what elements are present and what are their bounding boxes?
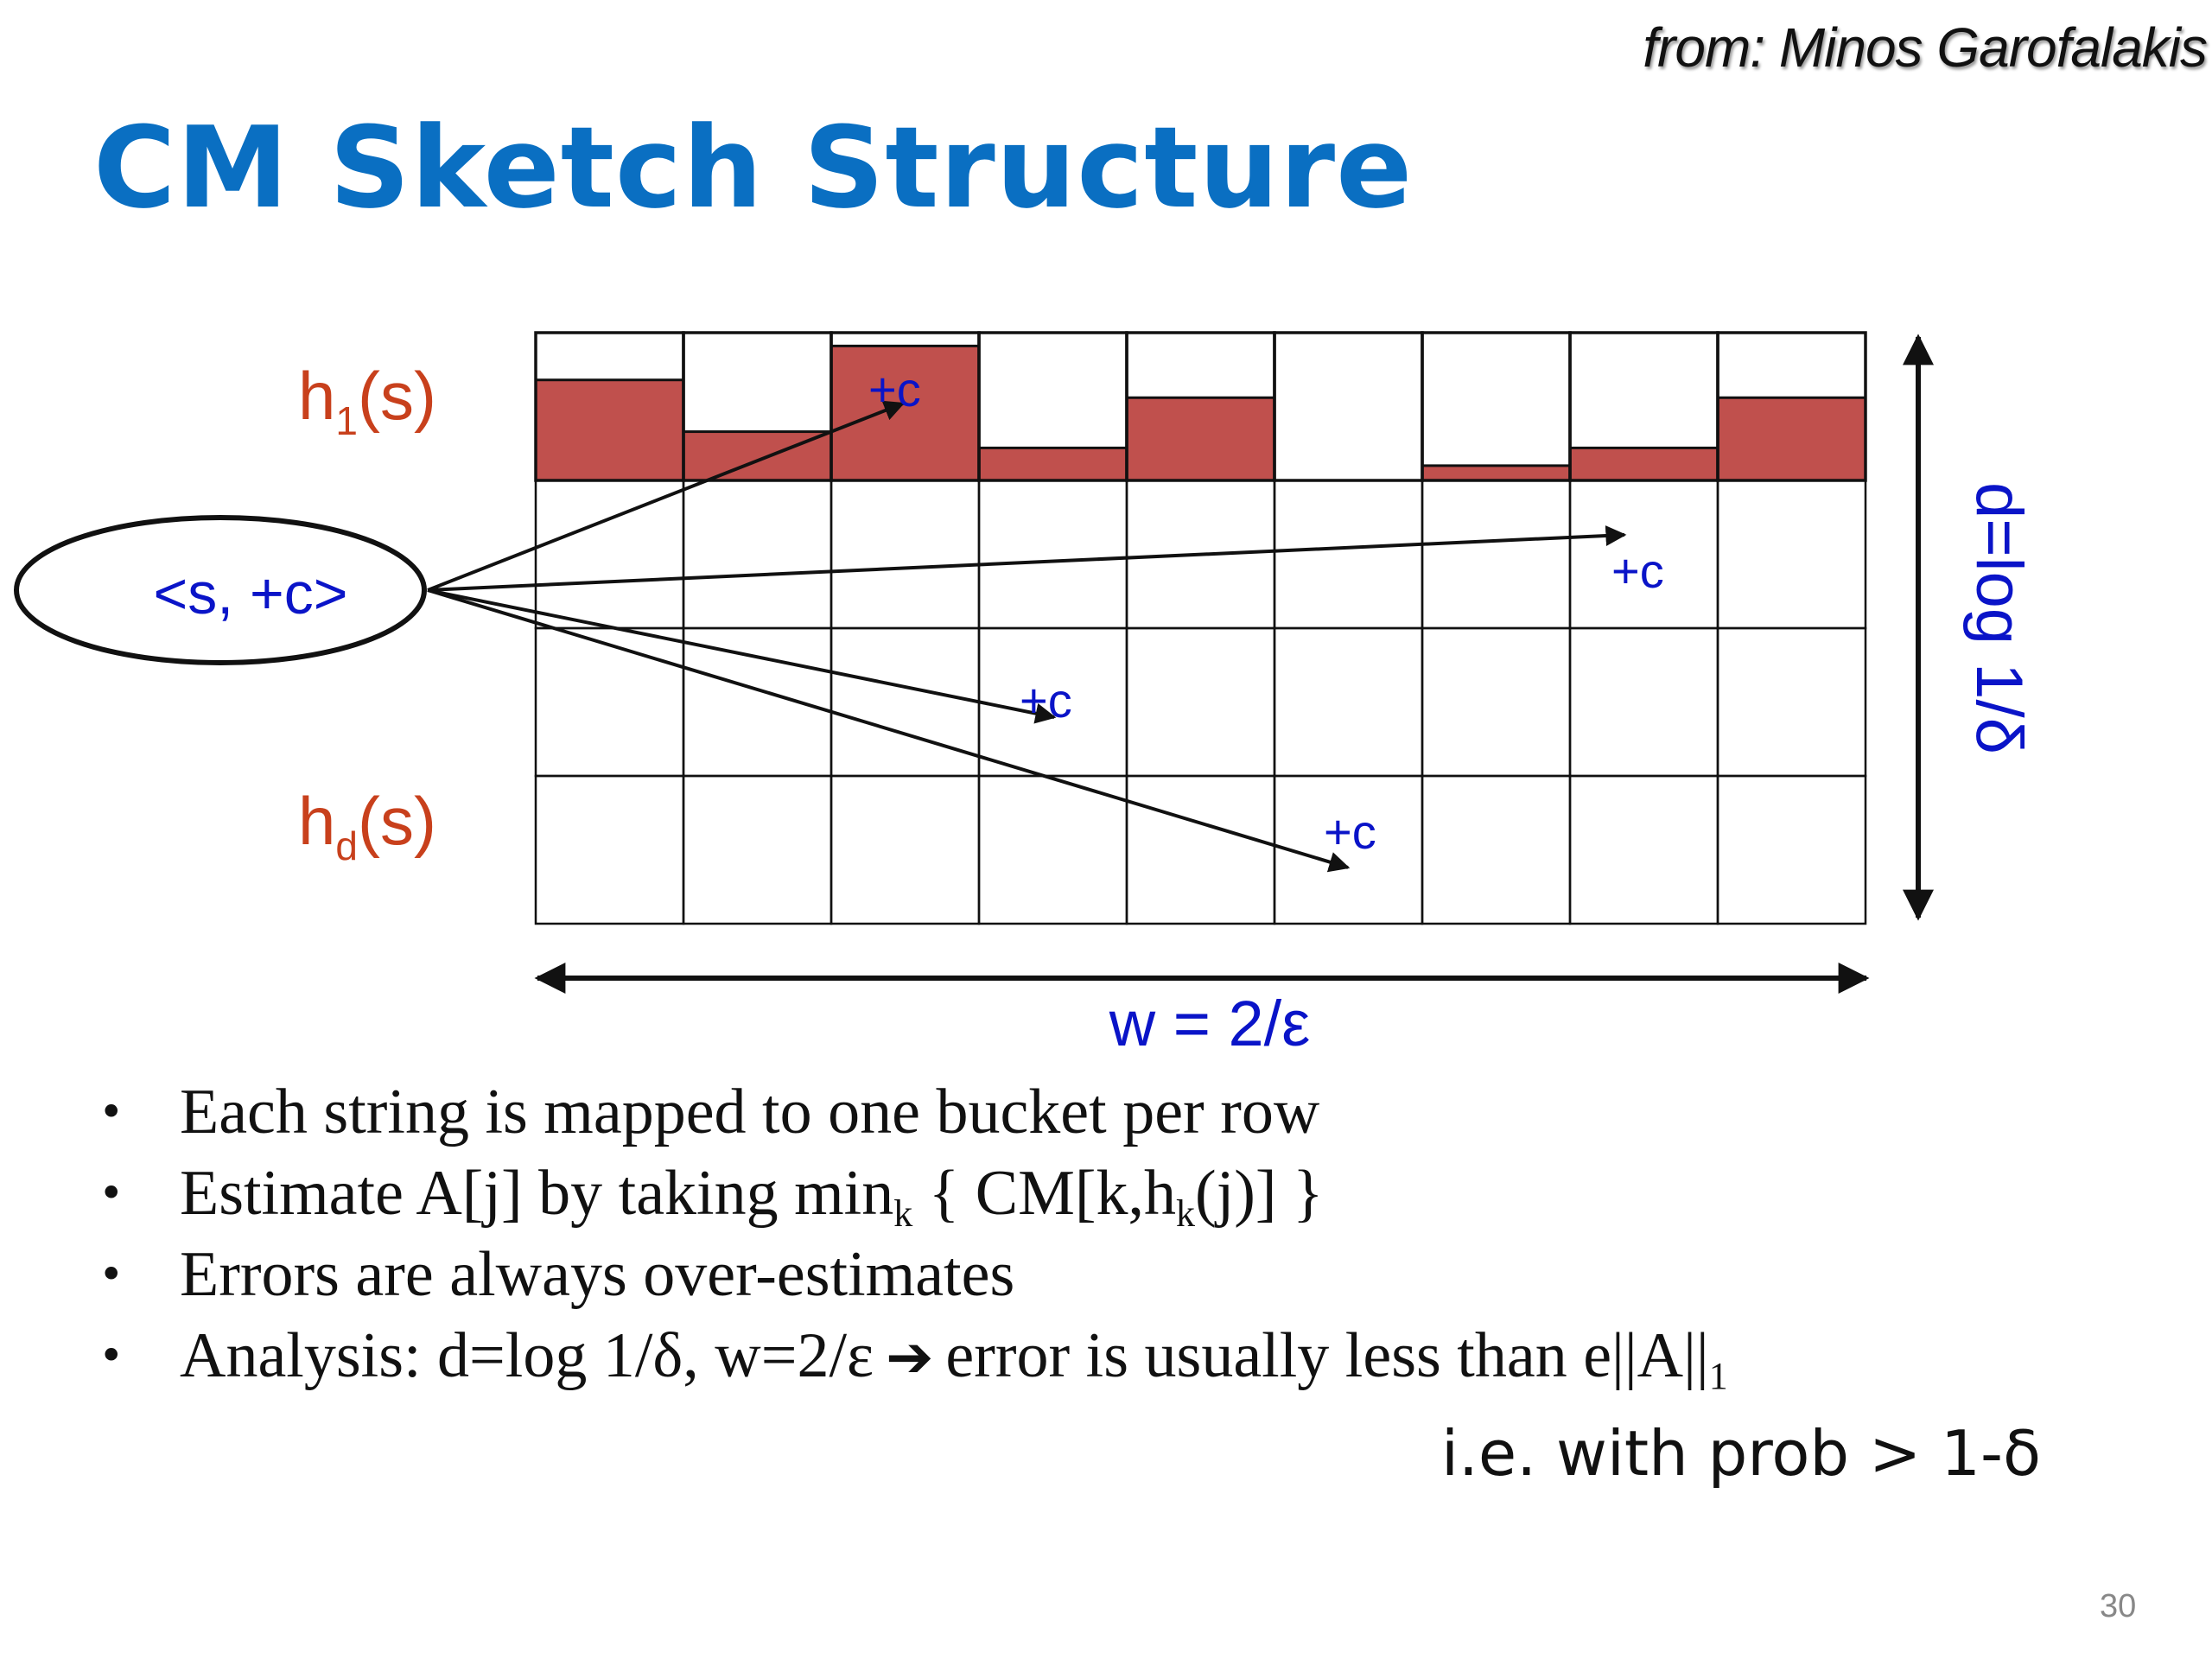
increment-label-row1: +c: [868, 362, 921, 416]
sketch-cell-r3-c5: [1127, 628, 1274, 776]
sketch-cell-r4-c1: [536, 776, 683, 924]
sketch-cell-r2-c4: [979, 480, 1127, 628]
counter-fill-col-8: [1570, 448, 1718, 480]
row-label-hd: $h_d(s)$: [298, 783, 436, 868]
hash-arrow-row3: [428, 590, 1054, 717]
increment-label-row3: +c: [1020, 673, 1072, 728]
sketch-cell-r1-c6: [1274, 333, 1422, 480]
sketch-cell-r2-c3: [831, 480, 979, 628]
input-label: <s, +c>: [153, 561, 348, 626]
sketch-cell-r3-c9: [1718, 628, 1866, 776]
counter-fill-col-4: [979, 448, 1127, 480]
sketch-cell-r2-c6: [1274, 480, 1422, 628]
counter-fill-col-1: [536, 380, 683, 480]
increment-label-row4: +c: [1324, 804, 1376, 859]
sketch-cell-r1-c7: [1422, 333, 1570, 480]
sketch-cell-r3-c2: [683, 628, 831, 776]
width-label: w = 2/ε: [1109, 988, 1311, 1059]
sketch-cell-r2-c9: [1718, 480, 1866, 628]
bullet-estimate: • Estimate A[j] by taking $\min_k$ { $CM[k,h_k(j)]$ }: [86, 1153, 1728, 1234]
sketch-cell-r2-c1: [536, 480, 683, 628]
sketch-cell-r4-c4: [979, 776, 1127, 924]
bullet-analysis: • Analysis: d=log 1/δ, w=2/ε ➔ error is usually less than $e||A||_1$: [86, 1315, 1728, 1396]
hash-arrow-row4: [428, 590, 1348, 868]
sketch-cell-r4-c2: [683, 776, 831, 924]
cm-sketch-diagram: [0, 294, 2212, 1071]
first-row-counter-fills: [536, 346, 1866, 480]
sketch-cell-r3-c7: [1422, 628, 1570, 776]
right-arrow-icon: ➔: [886, 1324, 934, 1390]
sketch-cell-r4-c3: [831, 776, 979, 924]
sketch-cell-r3-c6: [1274, 628, 1422, 776]
bullet-errors: • Errors are always over-estimates: [86, 1234, 1728, 1315]
bullet-dot: •: [99, 1087, 124, 1137]
sketch-cell-r4-c8: [1570, 776, 1718, 924]
increment-label-row2: +c: [1611, 543, 1664, 598]
hash-arrow-row2: [428, 535, 1624, 590]
row-label-h1: $h_1(s)$: [298, 358, 436, 443]
bullet-dot: •: [99, 1331, 124, 1381]
counter-fill-col-7: [1422, 466, 1570, 480]
sketch-cell-r4-c5: [1127, 776, 1274, 924]
sketch-cell-r2-c2: [683, 480, 831, 628]
sketch-cell-r3-c3: [831, 628, 979, 776]
bullet-list: [86, 1071, 1728, 1396]
sketch-cell-r4-c7: [1422, 776, 1570, 924]
sketch-cell-r4-c9: [1718, 776, 1866, 924]
counter-fill-col-5: [1127, 397, 1274, 480]
depth-label: d=log 1/δ: [1962, 482, 2036, 754]
sketch-cell-r3-c8: [1570, 628, 1718, 776]
bullet-dot: •: [99, 1249, 124, 1300]
bullet-dot: •: [99, 1168, 124, 1218]
slide-title: CM Sketch Structure: [93, 102, 1414, 233]
probability-note: i.e. with prob > 1-δ: [1441, 1417, 2042, 1490]
credit-text: from: Minos Garofalakis: [1643, 16, 2207, 79]
sketch-cell-r2-c7: [1422, 480, 1570, 628]
sketch-cell-r3-c1: [536, 628, 683, 776]
counter-fill-col-9: [1718, 397, 1866, 480]
page-number: 30: [2100, 1588, 2137, 1624]
bullet-mapping: • Each string is mapped to one bucket per row: [86, 1071, 1728, 1153]
